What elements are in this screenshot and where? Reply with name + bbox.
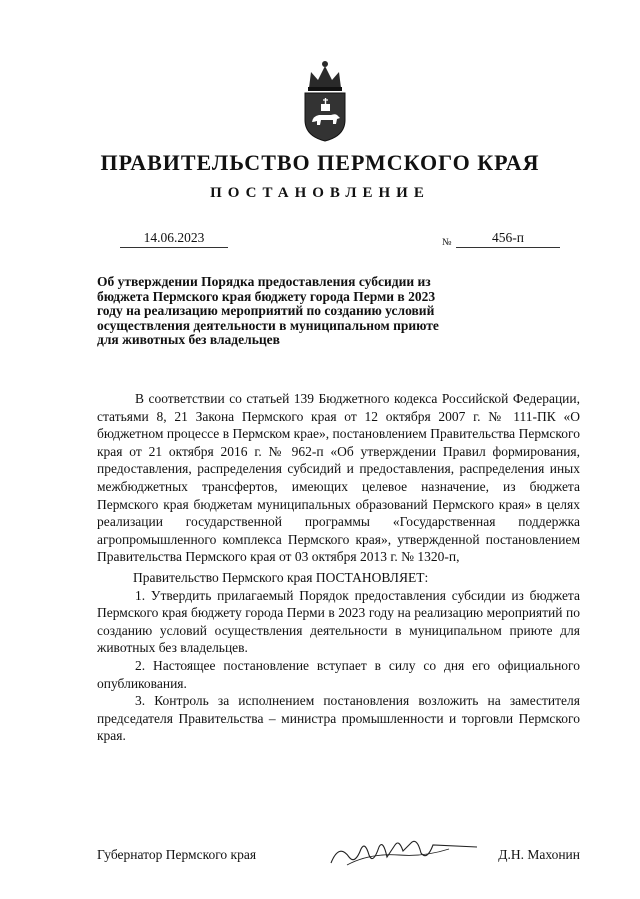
handwritten-signature-icon	[329, 835, 479, 873]
document-type: ПОСТАНОВЛЕНИЕ	[210, 185, 430, 201]
number-prefix: №	[442, 237, 452, 248]
signatory-position: Губернатор Пермского края	[97, 847, 257, 862]
signatory-name: Д.Н. Махонин	[498, 847, 580, 862]
clause-item: 2. Настоящее постановление вступает в силу со дня его официального опубликования.	[97, 657, 580, 691]
signature-block	[97, 843, 580, 873]
clause-item: 1. Утвердить прилагаемый Порядок предоставления субсидии из бюджета Пермского края бюджету города Перми в 2023 году на реализацию мероприятий по созданию условий осуществления деятельности в муниципальном приюте для животных без владельцев.	[97, 587, 580, 656]
government-name: ПРАВИТЕЛЬСТВО ПЕРМСКОГО КРАЯ	[100, 150, 540, 175]
document-date: 14.06.2023	[120, 230, 228, 248]
perm-krai-coat-of-arms-icon	[299, 58, 351, 142]
document-number: 456-п	[456, 230, 560, 248]
document-body	[97, 390, 580, 745]
clause-item: 3. Контроль за исполнением постановления возложить на заместителя председателя Правительства – министра промышленности и торговли Пермского края.	[97, 693, 580, 744]
preamble-paragraph: В соответствии со статьей 139 Бюджетного кодекса Российской Федерации, статьями 8, 21 Закона Пермского края от 12 октября 2007 г. № 111-ПК «О бюджетном процессе в Пермском крае», постановлением Правительства Пермского края от 21 октября 2016 г. № 962-п «Об утверждении Правил формирования, предоставления, распределения субсидий и предоставления, распределения иных межбюджетных трансфертов, имеющих целевое назначение, из бюджета Пермского края бюджетам муниципальных образований Пермского края» в целях реализации государственной программы «Государственная поддержка агропромышленного комплекса Пермского края», утвержденной постановлением Правительства Пермского края от 03 октября 2013 г. № 1320-п,	[97, 391, 580, 565]
document-subject: Об утверждении Порядка предоставления субсидии из бюджета Пермского края бюджету города Перми в 2023 году на реализацию мероприятий по созданию условий осуществления деятельности в муниципальном приюте для животных без владельцев	[97, 274, 439, 347]
decree-paragraph: Правительство Пермского края ПОСТАНОВЛЯЕТ:	[133, 569, 429, 585]
